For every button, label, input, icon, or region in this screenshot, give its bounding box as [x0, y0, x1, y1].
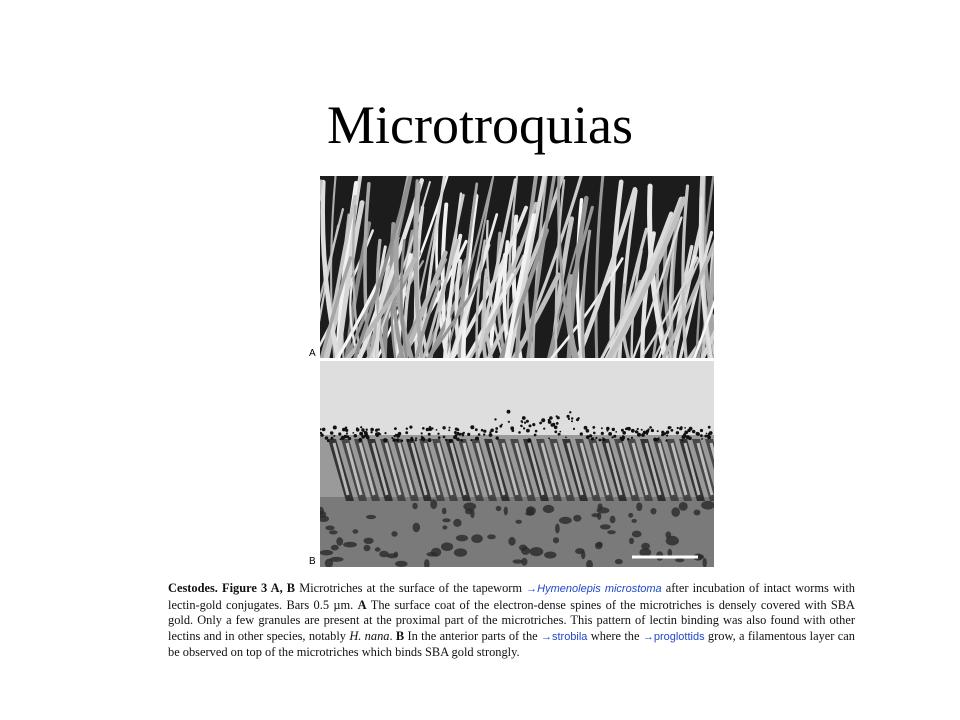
caption-species-name: H. nana — [349, 628, 390, 643]
caption-text-3: The surface coat of the electron-dense spines of the microtriches is densely covered with SBA gold. Only a few granules are present at the proximal part of the microtriches. This pattern of lectin binding was also found with other lectins and in other species, notably — [168, 597, 855, 643]
xref-proglottids-link[interactable] — [643, 631, 705, 643]
microtriches-strands — [320, 176, 714, 358]
caption-text-5: where the — [590, 628, 640, 643]
caption-period: . — [389, 628, 393, 643]
xref-strobila-link[interactable] — [541, 631, 587, 643]
arrow-right-icon: → — [526, 583, 538, 595]
xref-strobila-text: strobila — [551, 630, 588, 643]
xref-proglottids-text: proglottids — [653, 630, 705, 643]
panel-a-label: A — [309, 348, 316, 359]
caption-text-4: In the anterior parts of the — [407, 628, 538, 643]
tem-micrograph-panel-b — [320, 361, 714, 567]
tem-microtriches-image — [320, 361, 714, 567]
caption-text-6: grow, a filamentous layer can be observed on top of the microtriches which binds SBA gold strongly. — [168, 628, 855, 660]
caption-heading: Cestodes. Figure 3 A, B — [168, 581, 296, 595]
arrow-right-icon: → — [540, 630, 552, 643]
xref-hymenolepis-link[interactable] — [526, 583, 662, 595]
sem-microtriches-image — [320, 176, 714, 358]
caption-label-a: A — [357, 597, 367, 612]
sem-micrograph-panel-a — [320, 176, 714, 358]
panel-b-label: B — [309, 556, 316, 567]
caption-label-b: B — [395, 628, 405, 643]
slide-title: Microtroquias — [327, 95, 633, 155]
caption-text-1: Microtriches at the surface of the tapeworm — [299, 581, 523, 595]
caption-text-2: after incubation of intact worms with lectin-gold conjugates. Bars 0.5 µm. — [168, 581, 855, 612]
xref-hymenolepis-text: Hymenolepis microstoma — [537, 583, 662, 595]
arrow-right-icon: → — [642, 630, 654, 643]
figure-caption — [168, 581, 855, 661]
